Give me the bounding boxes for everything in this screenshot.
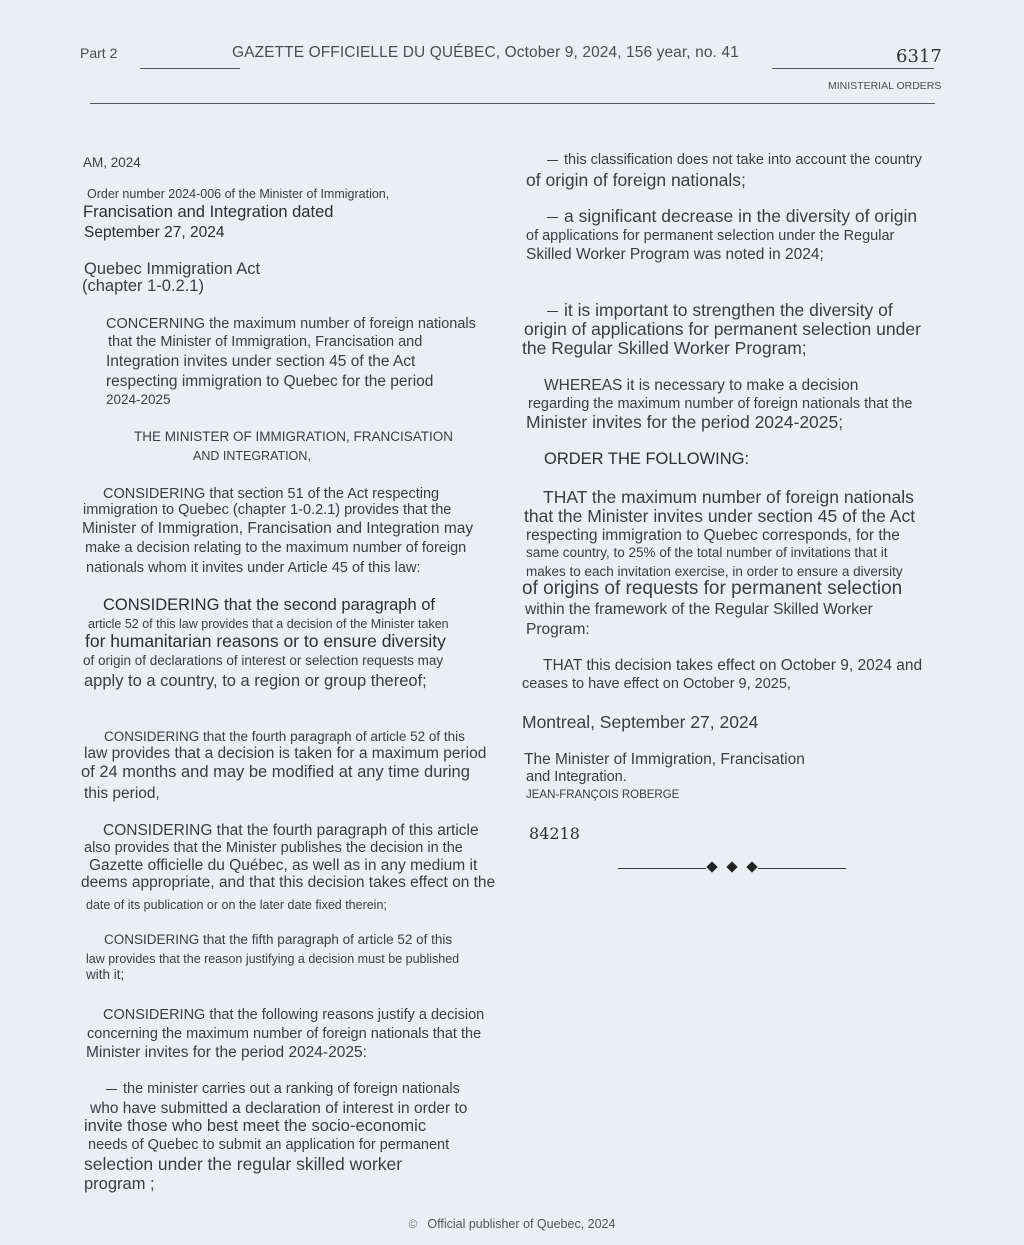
p4-line-3: Gazette officielle du Québec, as well as in any medium it (89, 857, 478, 874)
p7-line-1 (106, 1081, 460, 1098)
header-rule (90, 103, 935, 104)
footer-text: Official publisher of Quebec, 2024 (427, 1217, 616, 1231)
copyright-icon: © (408, 1217, 418, 1231)
header-part: Part 2 (80, 45, 118, 61)
footer (0, 1217, 1024, 1231)
header-underline-left (140, 68, 240, 69)
r4-line-1: WHEREAS it is necessary to make a decision (544, 377, 859, 394)
r5-line-8: Program: (526, 621, 590, 638)
bullet-dash (547, 217, 558, 218)
r5-line-7: within the framework of the Regular Skilled Worker (525, 601, 873, 618)
p7-line-5: selection under the regular skilled worker (84, 1154, 403, 1174)
ornament-diamond-icon (726, 861, 737, 872)
bullet-dash (547, 160, 558, 161)
ornament-line-left (618, 868, 706, 869)
p7-line-4: needs of Quebec to submit an application for permanent (88, 1137, 450, 1153)
concerning-line-4: respecting immigration to Quebec for the period (106, 373, 434, 390)
p6-line-1: CONSIDERING that the following reasons justify a decision (103, 1007, 485, 1023)
r4-line-2: regarding the maximum number of foreign nationals that the (528, 396, 913, 412)
minister-heading-1: THE MINISTER OF IMMIGRATION, FRANCISATION (134, 429, 453, 444)
p4-line-1: CONSIDERING that the fourth paragraph of this article (103, 822, 479, 839)
p1-line-1: CONSIDERING that section 51 of the Act respecting (103, 486, 440, 502)
order-line-3: September 27, 2024 (84, 224, 225, 241)
minister-heading-2: AND INTEGRATION, (193, 449, 311, 463)
r5-line-3: respecting immigration to Quebec corresponds, for the (526, 527, 900, 544)
signature-title-2: and Integration. (526, 769, 627, 785)
p5-line-3: with it; (86, 967, 125, 982)
r6-line-1: THAT this decision takes effect on October 9, 2024 and (543, 657, 923, 674)
r5-line-2: that the Minister invites under section 45 of the Act (524, 506, 916, 526)
p2-line-4: of origin of declarations of interest or selection requests may (83, 653, 444, 668)
ornament-diamond-icon (746, 861, 757, 872)
r2-line-1-text: a significant decrease in the diversity of origin (564, 206, 918, 226)
document-number: 84218 (529, 824, 580, 843)
concerning-line-1: CONCERNING the maximum number of foreign nationals (106, 316, 476, 332)
p4-line-5: date of its publication or on the later date fixed therein; (86, 898, 387, 912)
r6-line-2: ceases to have effect on October 9, 2025, (522, 676, 791, 692)
r3-line-1 (547, 300, 893, 321)
p4-line-2: also provides that the Minister publishes the decision in the (84, 840, 463, 856)
p7-line-1-text: the minister carries out a ranking of foreign nationals (123, 1081, 460, 1097)
p2-line-1: CONSIDERING that the second paragraph of (103, 596, 435, 614)
header-gazette-title: GAZETTE OFFICIELLE DU QUÉBEC, October 9, 2024, 156 year, no. 41 (232, 44, 739, 61)
header-page-number: 6317 (896, 46, 942, 67)
r5-line-4: same country, to 25% of the total number of invitations that it (526, 545, 888, 560)
header-section: MINISTERIAL ORDERS (828, 80, 942, 92)
r5-line-6: of origins of requests for permanent selection (522, 578, 903, 599)
p7-line-2: who have submitted a declaration of interest in order to (90, 1100, 468, 1117)
act-chapter: (chapter 1-0.2.1) (82, 277, 204, 295)
p2-line-2: article 52 of this law provides that a decision of the Minister taken (88, 617, 449, 631)
signature-name: JEAN-FRANÇOIS ROBERGE (526, 789, 680, 801)
bullet-dash (547, 311, 558, 312)
p2-line-3: for humanitarian reasons or to ensure diversity (85, 631, 446, 651)
p5-line-2: law provides that the reason justifying a decision must be published (86, 952, 460, 966)
p1-line-4: make a decision relating to the maximum number of foreign (85, 540, 467, 556)
r4-line-3: Minister invites for the period 2024-2025; (526, 412, 844, 432)
order-line-2: Francisation and Integration dated (83, 203, 334, 221)
r5-line-5: makes to each invitation exercise, in order to ensure a diversity (526, 564, 903, 579)
ornament-line-right (758, 868, 846, 869)
r2-line-3: Skilled Worker Program was noted in 2024; (526, 246, 824, 263)
r2-line-1 (547, 206, 917, 227)
p4-line-4: deems appropriate, and that this decision takes effect on the (81, 874, 496, 891)
bullet-dash (106, 1089, 117, 1090)
r3-line-2: origin of applications for permanent selection under (524, 319, 921, 339)
r1-line-1 (547, 152, 922, 169)
concerning-line-5: 2024-2025 (106, 392, 171, 407)
p3-line-4: this period, (84, 785, 160, 802)
r3-line-3: the Regular Skilled Worker Program; (522, 338, 807, 358)
p1-line-5: nationals whom it invites under Article 45 of this law: (86, 560, 421, 576)
place-date: Montreal, September 27, 2024 (522, 712, 759, 732)
r2-line-2: of applications for permanent selection under the Regular (526, 228, 895, 244)
p2-line-5: apply to a country, to a region or group thereof; (84, 672, 427, 690)
p7-line-6: program ; (84, 1175, 155, 1193)
p3-line-1: CONSIDERING that the fourth paragraph of article 52 of this (104, 729, 465, 744)
r5-line-1: THAT the maximum number of foreign nationals (543, 487, 914, 507)
ornament-diamond-icon (706, 861, 717, 872)
order-line-1: Order number 2024-006 of the Minister of Immigration, (87, 187, 390, 201)
p3-line-2: law provides that a decision is taken for a maximum period (84, 745, 487, 762)
header-underline-right (772, 68, 934, 69)
signature-title-1: The Minister of Immigration, Francisation (524, 751, 805, 768)
am-label: AM, 2024 (83, 155, 141, 170)
concerning-line-2: that the Minister of Immigration, Francisation and (108, 334, 423, 350)
p6-line-3: Minister invites for the period 2024-2025: (86, 1044, 367, 1061)
p7-line-3: invite those who best meet the socio-economic (84, 1117, 427, 1135)
act-title: Quebec Immigration Act (84, 260, 261, 278)
concerning-line-3: Integration invites under section 45 of the Act (106, 353, 416, 370)
order-following-heading: ORDER THE FOLLOWING: (544, 450, 750, 468)
r1-line-1-text: this classification does not take into account the country (564, 152, 922, 168)
p6-line-2: concerning the maximum number of foreign nationals that the (87, 1026, 482, 1042)
r3-line-1-text: it is important to strengthen the diversity of (564, 300, 893, 320)
r1-line-2: of origin of foreign nationals; (526, 170, 746, 190)
p5-line-1: CONSIDERING that the fifth paragraph of article 52 of this (104, 932, 453, 947)
p1-line-3: Minister of Immigration, Francisation and Integration may (82, 520, 474, 537)
p3-line-3: of 24 months and may be modified at any time during (81, 763, 470, 781)
p1-line-2: immigration to Quebec (chapter 1-0.2.1) provides that the (83, 502, 452, 518)
